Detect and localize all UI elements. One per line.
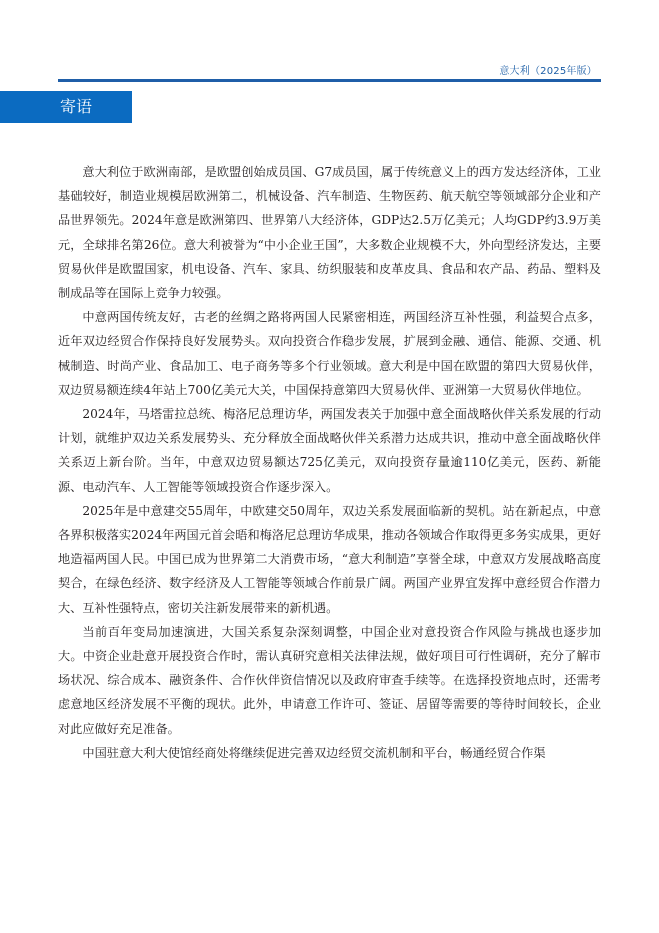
paragraph: 当前百年变局加速演进，大国关系复杂深刻调整，中国企业对意投资合作风险与挑战也逐步加大。中资企业赴意开展投资合作时，需认真研究意相关法律法规，做好项目可行性调研，充分了解市场状况、综合成本、融资条件、合作伙伴资信情况以及政府审查手续等。在选择投资地点时，还需考虑意地区经济发展不平衡的现状。此外，申请意工作许可、签证、居留等需要的等待时间较长，企业对此应做好充足准备。 — [58, 624, 601, 736]
paragraph: 2024年，马塔雷拉总统、梅洛尼总理访华，两国发表关于加强中意全面战略伙伴关系发展的行动计划，就维护双边关系发展势头、充分释放全面战略伙伴关系潜力达成共识，推动中意全面战略伙伴关系迈上新台阶。当年，中意双边贸易额达725亿美元，双向投资存量逾110亿美元，医药、新能源、电动汽车、人工智能等领域投资合作逐步深入。 — [58, 407, 601, 494]
header-divider — [58, 79, 601, 82]
running-header-title: 意大利（2025年版） — [499, 66, 597, 77]
body-text — [58, 160, 601, 765]
paragraph: 2025年是中意建交55周年，中欧建交50周年，双边关系发展面临新的契机。站在新起点，中意各界积极落实2024年两国元首会晤和梅洛尼总理访华成果，推动各领域合作取得更多务实成果，更好地造福两国人民。中国已成为世界第二大消费市场，“意大利制造”享誉全球，中意双方发展战略高度契合，在绿色经济、数字经济及人工智能等领域合作前景广阔。两国产业界宜发挥中意经贸合作潜力大、互补性强特点，密切关注新发展带来的新机遇。 — [58, 503, 601, 615]
paragraph: 中国驻意大利大使馆经商处将继续促进完善双边经贸交流机制和平台，畅通经贸合作渠 — [82, 745, 546, 760]
paragraph: 中意两国传统友好，古老的丝绸之路将两国人民紧密相连，两国经济互补性强，利益契合点多，近年双边经贸合作保持良好发展势头。双向投资合作稳步发展，扩展到金融、通信、能源、交通、机械制造、时尚产业、食品加工、电子商务等多个行业领域。意大利是中国在欧盟的第四大贸易伙伴，双边贸易额连续4年站上700亿美元大关，中国保持意第四大贸易伙伴、亚洲第一大贸易伙伴地位。 — [58, 310, 601, 397]
section-heading: 寄语 — [0, 91, 132, 123]
paragraph: 意大利位于欧洲南部，是欧盟创始成员国、G7成员国，属于传统意义上的西方发达经济体，工业基础较好，制造业规模居欧洲第二，机械设备、汽车制造、生物医药、航天航空等领域部分企业和产品世界领先。2024年意是欧洲第四、世界第八大经济体，GDP达2.5万亿美元；人均GDP约3.9万美元，全球排名第26位。意大利被誉为“中小企业王国”，大多数企业规模不大，外向型经济发达，主要贸易伙伴是欧盟国家，机电设备、汽车、家具、纺织服装和皮革皮具、食品和农产品、药品、塑料及制成品等在国际上竞争力较强。 — [58, 165, 601, 301]
